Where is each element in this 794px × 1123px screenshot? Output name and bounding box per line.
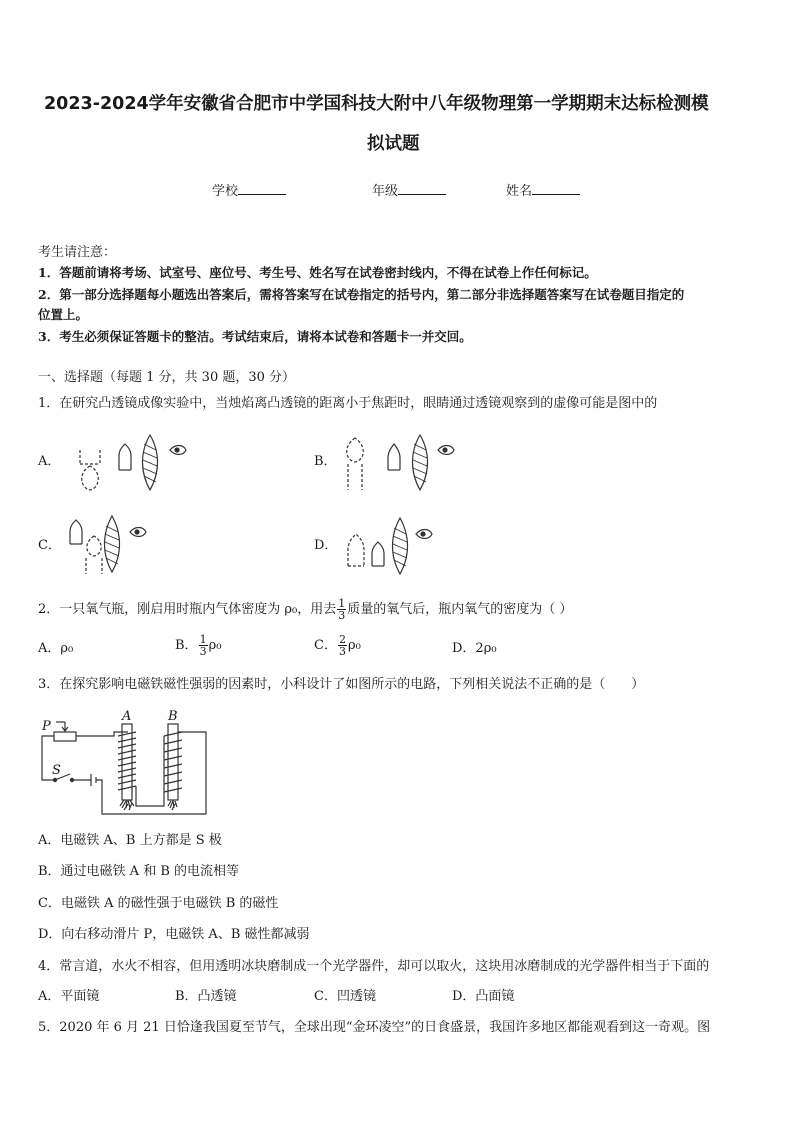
name-field[interactable]	[506, 182, 580, 201]
q2-option-b	[175, 634, 221, 657]
q4-option-c: C．凹透镜	[314, 989, 376, 1004]
notice-item-2-cont: 位置上。	[38, 307, 89, 322]
q2-option-b-rho: ρ₀	[208, 638, 222, 653]
notice-item-1: 1．答题前请将考场、试室号、座位号、考生号、姓名写在试卷密封线内，不得在试卷上作任何标记。	[38, 265, 597, 280]
q3-option-c: C．电磁铁 A 的磁性强于电磁铁 B 的磁性	[38, 896, 279, 911]
grade-field[interactable]	[372, 182, 446, 201]
school-field[interactable]	[212, 182, 286, 201]
q3-stem: 3．在探究影响电磁铁磁性强弱的因素时，小科设计了如图所示的电路，下列相关说法不正确的是（ ）	[38, 677, 645, 692]
q1-figure-d	[344, 514, 474, 584]
q2-frac-den: 3	[338, 609, 346, 622]
q2-stem	[38, 598, 572, 621]
q1-option-c-label: C．	[38, 538, 61, 553]
label-b: B	[168, 709, 178, 724]
notice-item-3: 3．考生必须保证答题卡的整洁。考试结束后，请将本试卷和答题卡一并交回。	[38, 329, 472, 344]
q4-option-b: B．凸透镜	[175, 989, 237, 1004]
q2-option-b-num: 1	[199, 633, 207, 646]
q3-circuit-diagram	[36, 706, 216, 818]
q2-option-c-frac	[338, 634, 347, 657]
q4-option-d: D．凸面镜	[452, 989, 515, 1004]
q3-option-b: B．通过电磁铁 A 和 B 的电流相等	[38, 864, 240, 879]
notice-item-2: 2．第一部分选择题每小题选出答案后，需将答案写在试卷指定的括号内，第二部分非选择题答案写在试卷题目指定的	[38, 287, 685, 302]
q2-option-c-den: 3	[338, 645, 346, 658]
q1-figure-a	[70, 430, 200, 500]
grade-label: 年级	[372, 184, 399, 199]
q2-option-c	[314, 634, 361, 657]
label-p: P	[42, 719, 51, 734]
page-title-line1: 2023-2024学年安徽省合肥市中学国科技大附中八年级物理第一学期期末达标检测模	[44, 94, 709, 114]
q2-option-c-label: C．	[314, 638, 337, 653]
q1-option-b-label: B．	[314, 454, 337, 469]
q4-option-a: A．平面镜	[38, 989, 100, 1004]
q5-stem: 5．2020 年 6 月 21 日恰逢我国夏至节气，全球出现“金环凌空”的日食盛景，我国许多地区都能观看到这一奇观。图	[38, 1020, 711, 1035]
q1-option-d-label: D．	[314, 538, 338, 553]
q1-stem: 1．在研究凸透镜成像实验中，当烛焰离凸透镜的距离小于焦距时，眼睛通过透镜观察到的虚像可能是图中的	[38, 396, 658, 411]
q4-stem: 4．常言道，水火不相容，但用透明冰块磨制成一个光学器件，却可以取火，这块用冰磨制成的光学器件相当于下面的	[38, 959, 710, 974]
section-heading: 一、选择题（每题 1 分，共 30 题，30 分）	[38, 370, 296, 385]
q3-option-d: D．向右移动滑片 P，电磁铁 A、B 磁性都减弱	[38, 927, 310, 942]
school-blank[interactable]	[238, 182, 286, 195]
q2-option-d: D．2ρ₀	[452, 641, 497, 656]
school-label: 学校	[212, 184, 239, 199]
q2-fraction	[337, 598, 346, 621]
notice-heading: 考生请注意：	[38, 245, 117, 260]
name-blank[interactable]	[532, 182, 580, 195]
label-a: A	[122, 709, 132, 724]
name-label: 姓名	[506, 184, 533, 199]
q2-option-b-label: B．	[175, 638, 198, 653]
q1-figure-b	[340, 430, 470, 500]
q2-option-c-num: 2	[338, 633, 346, 646]
grade-blank[interactable]	[398, 182, 446, 195]
page-title-line2: 拟试题	[367, 134, 420, 154]
q2-option-b-den: 3	[199, 645, 207, 658]
q1-figure-c	[66, 514, 196, 584]
q2-stem-part2: 质量的氧气后，瓶内氧气的密度为（ ）	[347, 602, 573, 617]
q2-option-c-rho: ρ₀	[347, 638, 361, 653]
q2-option-a: A．ρ₀	[38, 641, 74, 656]
q1-option-a-label: A．	[38, 454, 61, 469]
label-s: S	[52, 763, 61, 778]
q2-frac-num: 1	[338, 597, 346, 610]
q2-stem-part1: 2．一只氧气瓶，刚启用时瓶内气体密度为 ρ₀，用去	[38, 602, 337, 617]
q2-option-b-frac	[199, 634, 208, 657]
q3-option-a: A．电磁铁 A、B 上方都是 S 极	[38, 833, 222, 848]
